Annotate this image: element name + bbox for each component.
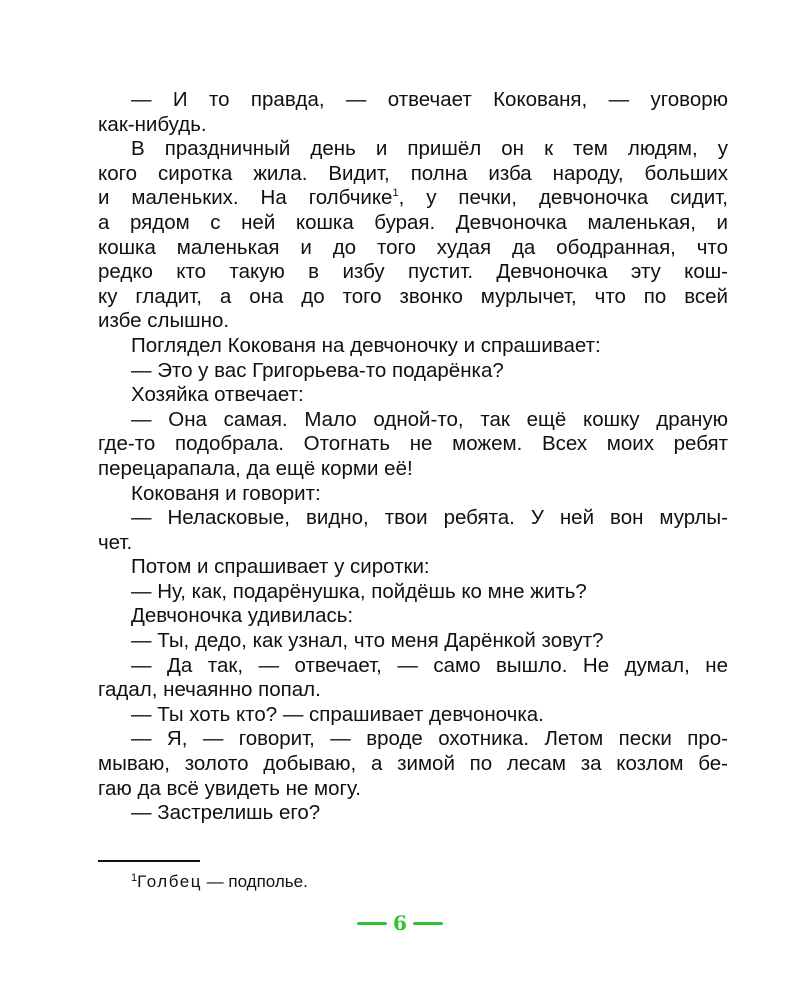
- page-number-value: 6: [393, 911, 407, 935]
- footnote-reference: 1: [392, 187, 399, 200]
- text-line-content: — Ты хоть кто? — спрашивает девчоночка.: [131, 702, 544, 726]
- text-line: [98, 383, 728, 408]
- text-line: [98, 113, 728, 138]
- footnote-marker: 1: [131, 872, 138, 884]
- text-line-content: ку гладит, а она до того звонко мурлычет, что по всей: [98, 284, 728, 308]
- text-line: [98, 531, 728, 556]
- main-text: [98, 88, 728, 826]
- text-line-content: Девчоночка удивилась:: [131, 604, 354, 628]
- footnote-definition: — подполье.: [201, 872, 308, 891]
- text-line-continuation: , у печки, девчоночка сидит,: [398, 186, 728, 210]
- text-line: [98, 555, 728, 580]
- text-line: [98, 432, 728, 457]
- text-line-content: как-нибудь.: [98, 112, 207, 136]
- text-line: [98, 654, 728, 679]
- text-line: [98, 678, 728, 703]
- text-line-content: — Я, — говорит, — вроде охотника. Летом пески про-: [131, 727, 728, 751]
- text-line-content: гаю да всё увидеть не могу.: [98, 776, 361, 800]
- text-line: [98, 506, 728, 531]
- footnote: [131, 868, 308, 892]
- text-line: [98, 260, 728, 285]
- text-line: [98, 186, 728, 211]
- text-line-content: чет.: [98, 530, 133, 554]
- text-line: [98, 629, 728, 654]
- text-line-content: — Ну, как, подарёнушка, пойдёшь ко мне жить?: [131, 579, 587, 603]
- text-line-content: Потом и спрашивает у сиротки:: [131, 555, 430, 579]
- text-line-content: — Это у вас Григорьева-то подарёнка?: [131, 358, 504, 382]
- text-line-content: — Она самая. Мало одной-то, так ещё кошку драную: [131, 407, 728, 431]
- text-line: [98, 162, 728, 187]
- text-line: [98, 309, 728, 334]
- text-line-content: гадал, нечаянно попал.: [98, 678, 321, 702]
- text-line-content: мываю, золото добываю, а зимой по лесам за козлом бе-: [98, 752, 728, 776]
- text-line-content: — Ты, дедо, как узнал, что меня Дарёнкой зовут?: [131, 629, 604, 653]
- text-line: [98, 285, 728, 310]
- text-line-content: перецарапала, да ещё корми её!: [98, 456, 413, 480]
- text-line-content: а рядом с ней кошка бурая. Девчоночка маленькая, и: [98, 210, 728, 234]
- text-line-content: кошка маленькая и до того худая да ободранная, что: [98, 235, 728, 259]
- text-line-content: и маленьких. На голбчике: [98, 186, 393, 210]
- text-line: [98, 580, 728, 605]
- footnote-divider: [98, 860, 200, 862]
- text-line: [98, 752, 728, 777]
- text-line: [98, 334, 728, 359]
- text-line: [98, 137, 728, 162]
- text-line-content: кого сиротка жила. Видит, полна изба народу, больших: [98, 161, 728, 185]
- text-line-content: где-то подобрала. Отогнать не можем. Всех моих ребят: [98, 432, 728, 456]
- text-line-content: — И то правда, — отвечает Кокованя, — уговорю: [131, 88, 728, 111]
- page-number-left-ornament: [357, 922, 387, 925]
- text-line-content: — Неласковые, видно, твои ребята. У ней вон мурлы-: [131, 506, 728, 530]
- text-line-content: избе слышно.: [98, 309, 230, 333]
- text-line: [98, 801, 728, 826]
- text-line: [98, 703, 728, 728]
- text-line-content: — Застрелишь его?: [131, 801, 321, 825]
- footnote-term: Голбец: [137, 872, 202, 891]
- text-line: [98, 604, 728, 629]
- text-line-content: В праздничный день и пришёл он к тем людям, у: [131, 137, 728, 161]
- text-line-content: Кокованя и говорит:: [131, 481, 321, 505]
- text-line: [98, 211, 728, 236]
- text-line: [98, 408, 728, 433]
- text-line: [98, 236, 728, 261]
- text-line: [98, 482, 728, 507]
- text-line: [98, 727, 728, 752]
- text-line-content: — Да так, — отвечает, — само вышло. Не думал, не: [131, 653, 728, 677]
- text-line: [98, 88, 728, 113]
- text-line-content: Хозяйка отвечает:: [131, 383, 304, 407]
- text-line-content: Поглядел Кокованя на девчоночку и спрашивает:: [131, 333, 601, 357]
- page-number-right-ornament: [413, 922, 443, 925]
- text-line: [98, 359, 728, 384]
- text-line-content: редко кто такую в избу пустит. Девчоночка эту кош-: [98, 260, 728, 284]
- text-line: [98, 777, 728, 802]
- text-line: [98, 457, 728, 482]
- page-number: [0, 908, 800, 938]
